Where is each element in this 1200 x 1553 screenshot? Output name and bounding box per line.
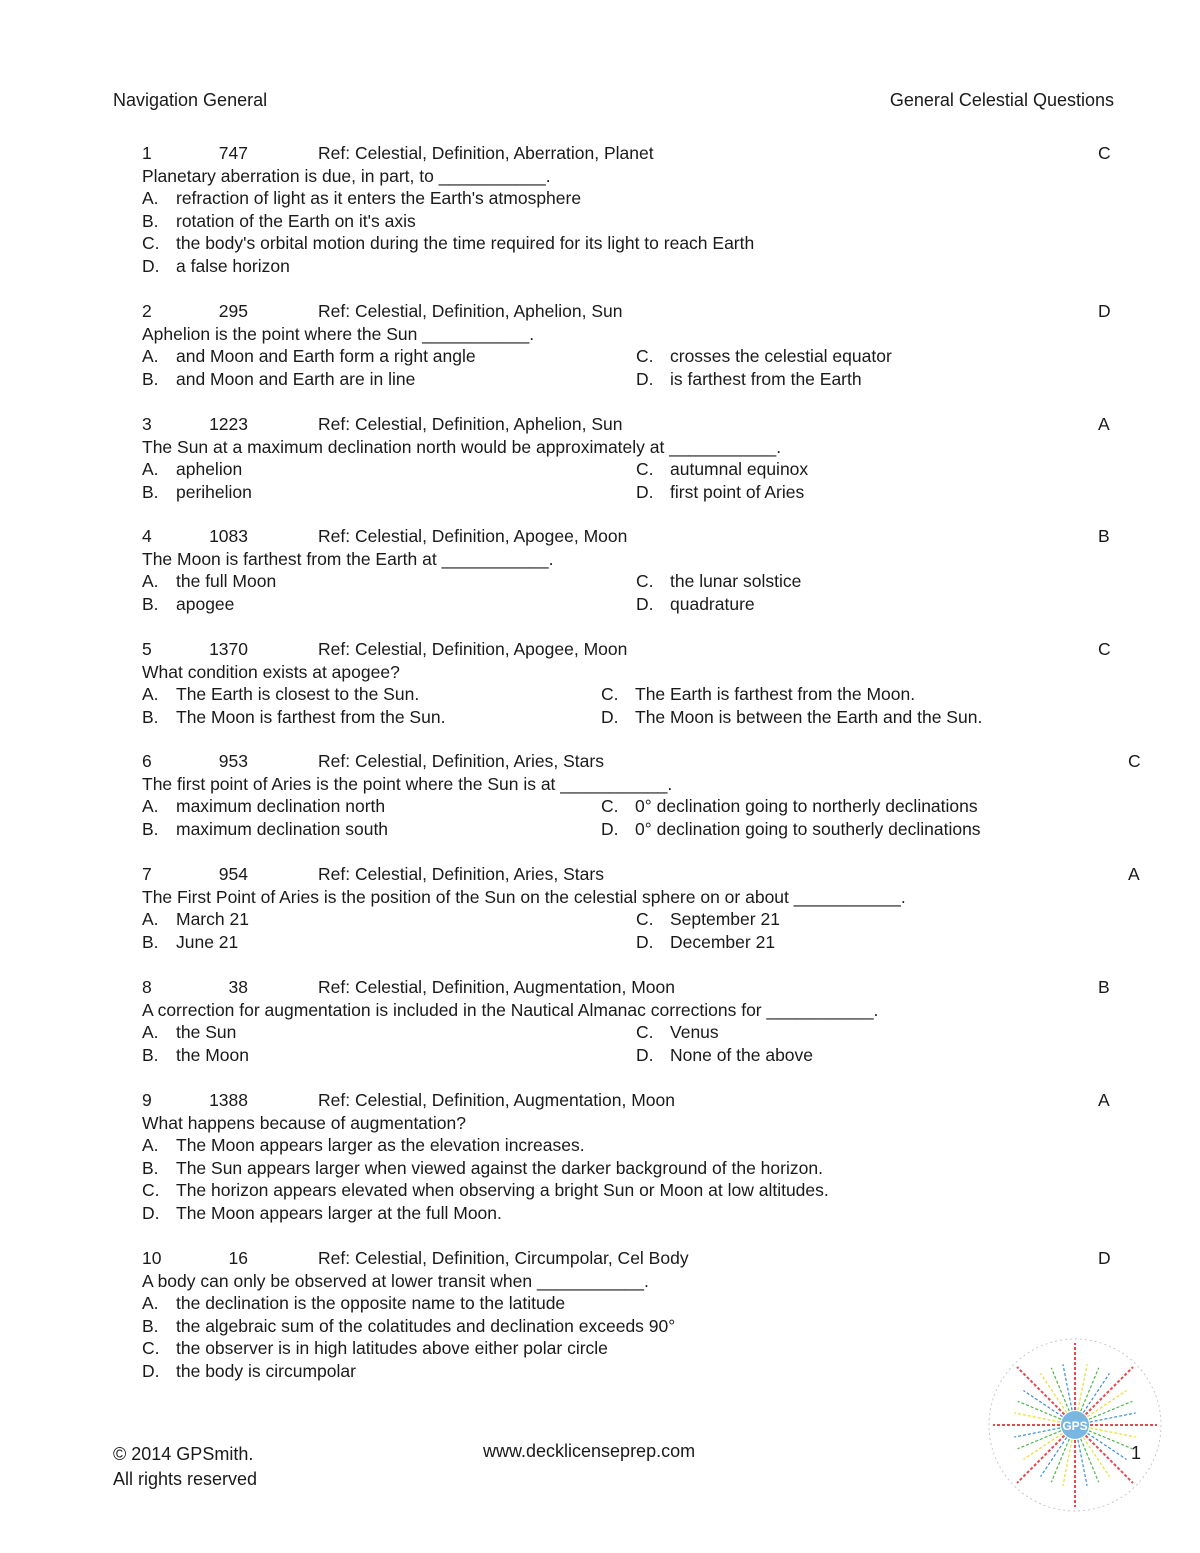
- option-letter: B.: [142, 481, 159, 502]
- question-number: 7: [142, 864, 152, 884]
- option-text: quadrature: [670, 593, 755, 614]
- answer-option: [601, 683, 915, 705]
- option-text: The Moon appears larger as the elevation increases.: [176, 1135, 585, 1155]
- option-letter: A.: [142, 1022, 159, 1042]
- answer-option: [636, 570, 801, 592]
- question-answer: C: [1098, 143, 1111, 163]
- answer-option: [636, 345, 892, 367]
- option-text: The Moon is farthest from the Sun.: [176, 706, 446, 727]
- option-letter: D.: [636, 931, 654, 952]
- option-letter: C.: [636, 571, 654, 591]
- question-answer: A: [1098, 1090, 1110, 1110]
- answer-option: [142, 210, 416, 232]
- option-letter: D.: [601, 818, 619, 839]
- option-text: 0° declination going to northerly declinations: [635, 796, 978, 816]
- option-letter: C.: [636, 346, 654, 366]
- page-number: 1: [1131, 1443, 1142, 1463]
- option-letter: B.: [142, 1315, 159, 1336]
- question-stem: The Moon is farthest from the Earth at ___________.: [142, 548, 554, 569]
- question-ref: Ref: Celestial, Definition, Aries, Stars: [318, 751, 604, 771]
- answer-option: [636, 931, 775, 953]
- option-letter: A.: [142, 571, 159, 591]
- answer-option: [142, 1179, 829, 1201]
- question-number: 2: [142, 301, 152, 321]
- answer-option: [142, 931, 238, 953]
- answer-option: [142, 1021, 236, 1043]
- question-stem: The First Point of Aries is the position of the Sun on the celestial sphere on or about ___________.: [142, 886, 906, 907]
- question-answer: A: [1098, 414, 1110, 434]
- answer-option: [142, 593, 234, 615]
- question-answer: D: [1098, 1248, 1111, 1268]
- option-text: autumnal equinox: [670, 459, 809, 479]
- option-text: The Earth is farthest from the Moon.: [635, 684, 916, 704]
- question-stem: A correction for augmentation is included in the Nautical Almanac corrections for ___________.: [142, 999, 879, 1020]
- question-number: 1: [142, 143, 152, 163]
- question-ref: Ref: Celestial, Definition, Apogee, Moon: [318, 526, 628, 546]
- footer-copyright: © 2014 GPSmith.: [113, 1444, 254, 1464]
- option-text: aphelion: [176, 459, 243, 479]
- answer-option: [142, 818, 388, 840]
- question-code: 953: [218, 751, 248, 771]
- option-text: June 21: [176, 931, 239, 952]
- option-text: The Earth is closest to the Sun.: [176, 684, 420, 704]
- option-letter: A.: [142, 188, 159, 208]
- option-text: the observer is in high latitudes above either polar circle: [176, 1338, 608, 1358]
- option-letter: D.: [142, 1202, 160, 1223]
- option-letter: C.: [636, 459, 654, 479]
- answer-option: [142, 1157, 823, 1179]
- question-code: 1370: [209, 639, 248, 659]
- answer-option: [142, 570, 276, 592]
- answer-option: [142, 1202, 502, 1224]
- answer-option: [636, 1021, 719, 1043]
- question-answer: B: [1098, 977, 1110, 997]
- answer-option: [142, 458, 242, 480]
- option-letter: B.: [142, 1157, 159, 1178]
- answer-option: [142, 706, 445, 728]
- option-text: a false horizon: [176, 255, 290, 276]
- question-number: 4: [142, 526, 152, 546]
- option-text: first point of Aries: [670, 481, 805, 502]
- question-answer: D: [1098, 301, 1111, 321]
- question-ref: Ref: Celestial, Definition, Aphelion, Sun: [318, 301, 623, 321]
- option-text: the full Moon: [176, 571, 277, 591]
- option-text: the Moon: [176, 1044, 249, 1065]
- header-left: Navigation General: [113, 90, 268, 110]
- option-text: the algebraic sum of the colatitudes and declination exceeds 90°: [176, 1315, 676, 1336]
- option-text: maximum declination south: [176, 818, 389, 839]
- question-stem: The first point of Aries is the point where the Sun is at ___________.: [142, 773, 673, 794]
- option-letter: A.: [142, 1135, 159, 1155]
- question-ref: Ref: Celestial, Definition, Augmentation, Moon: [318, 977, 675, 997]
- option-letter: C.: [636, 1022, 654, 1042]
- option-text: The horizon appears elevated when observing a bright Sun or Moon at low altitudes.: [176, 1180, 829, 1200]
- option-letter: A.: [142, 796, 159, 816]
- answer-option: [142, 683, 419, 705]
- option-letter: D.: [142, 1360, 160, 1381]
- option-text: The Sun appears larger when viewed against the darker background of the horizon.: [176, 1157, 823, 1178]
- option-letter: C.: [601, 684, 619, 704]
- answer-option: [142, 481, 252, 503]
- question-number: 9: [142, 1090, 152, 1110]
- option-text: None of the above: [670, 1044, 814, 1065]
- answer-option: [636, 481, 804, 503]
- header-right: General Celestial Questions: [889, 90, 1114, 110]
- answer-option: [142, 795, 385, 817]
- question-stem: Planetary aberration is due, in part, to ___________.: [142, 165, 551, 186]
- option-text: perihelion: [176, 481, 252, 502]
- question-ref: Ref: Celestial, Definition, Augmentation, Moon: [318, 1090, 675, 1110]
- answer-option: [636, 1044, 813, 1066]
- option-letter: A.: [142, 346, 159, 366]
- question-number: 10: [142, 1248, 162, 1268]
- option-letter: D.: [636, 1044, 654, 1065]
- answer-option: [636, 368, 862, 390]
- answer-option: [142, 345, 476, 367]
- option-text: December 21: [670, 931, 776, 952]
- question-answer: A: [1128, 864, 1140, 884]
- question-ref: Ref: Celestial, Definition, Aphelion, Sun: [318, 414, 623, 434]
- option-text: apogee: [176, 593, 235, 614]
- option-letter: B.: [142, 210, 159, 231]
- question-code: 38: [228, 977, 248, 997]
- option-text: rotation of the Earth on it's axis: [176, 210, 416, 231]
- option-text: the lunar solstice: [670, 571, 802, 591]
- footer-website: www.decklicenseprep.com: [483, 1441, 696, 1461]
- answer-option: [142, 368, 415, 390]
- question-number: 3: [142, 414, 152, 434]
- option-letter: C.: [142, 233, 160, 253]
- option-letter: A.: [142, 909, 159, 929]
- answer-option: [636, 593, 755, 615]
- option-letter: B.: [142, 818, 159, 839]
- option-letter: B.: [142, 1044, 159, 1065]
- option-text: September 21: [670, 909, 780, 929]
- answer-option: [142, 908, 249, 930]
- option-text: March 21: [176, 909, 249, 929]
- question-stem: Aphelion is the point where the Sun ___________.: [142, 323, 535, 344]
- question-code: 954: [218, 864, 248, 884]
- option-letter: B.: [142, 593, 159, 614]
- option-letter: C.: [142, 1180, 160, 1200]
- question-number: 8: [142, 977, 152, 997]
- question-code: 747: [218, 143, 248, 163]
- option-text: 0° declination going to southerly declinations: [635, 818, 981, 839]
- option-text: is farthest from the Earth: [670, 368, 862, 389]
- question-stem: The Sun at a maximum declination north would be approximately at ___________.: [142, 436, 782, 457]
- question-code: 295: [218, 301, 248, 321]
- question-code: 1223: [209, 414, 248, 434]
- answer-option: [142, 255, 290, 277]
- option-text: the Sun: [176, 1022, 237, 1042]
- question-answer: C: [1128, 751, 1141, 771]
- option-letter: C.: [142, 1338, 160, 1358]
- option-text: crosses the celestial equator: [670, 346, 892, 366]
- option-text: the body's orbital motion during the time required for its light to reach Earth: [176, 233, 755, 253]
- answer-option: [601, 706, 982, 728]
- question-number: 5: [142, 639, 152, 659]
- answer-option: [142, 187, 581, 209]
- option-text: The Moon is between the Earth and the Sun.: [635, 706, 983, 727]
- question-ref: Ref: Celestial, Definition, Circumpolar, Cel Body: [318, 1248, 689, 1268]
- question-stem: What happens because of augmentation?: [142, 1112, 466, 1133]
- question-code: 1083: [209, 526, 248, 546]
- question-ref: Ref: Celestial, Definition, Aries, Stars: [318, 864, 604, 884]
- option-text: maximum declination north: [176, 796, 386, 816]
- answer-option: [601, 795, 978, 817]
- answer-option: [636, 908, 780, 930]
- option-letter: D.: [636, 481, 654, 502]
- question-ref: Ref: Celestial, Definition, Apogee, Moon: [318, 639, 628, 659]
- option-text: the declination is the opposite name to the latitude: [176, 1293, 566, 1313]
- answer-option: [142, 232, 754, 254]
- question-stem: A body can only be observed at lower transit when ___________.: [142, 1270, 649, 1291]
- option-letter: C.: [636, 909, 654, 929]
- option-letter: C.: [601, 796, 619, 816]
- question-ref: Ref: Celestial, Definition, Aberration, Planet: [318, 143, 654, 163]
- option-letter: D.: [636, 368, 654, 389]
- answer-option: [142, 1134, 585, 1156]
- footer-rights: All rights reserved: [113, 1469, 258, 1489]
- question-code: 1388: [209, 1090, 248, 1110]
- question-number: 6: [142, 751, 152, 771]
- option-letter: B.: [142, 931, 159, 952]
- option-text: The Moon appears larger at the full Moon.: [176, 1202, 502, 1223]
- answer-option: [142, 1360, 356, 1382]
- option-letter: B.: [142, 368, 159, 389]
- option-text: and Moon and Earth form a right angle: [176, 346, 476, 366]
- logo-text: GPS: [1062, 1419, 1088, 1433]
- option-letter: D.: [142, 255, 160, 276]
- compass-rose-logo: [980, 1330, 1170, 1520]
- question-stem: What condition exists at apogee?: [142, 661, 400, 682]
- answer-option: [142, 1044, 249, 1066]
- option-letter: A.: [142, 459, 159, 479]
- question-code: 16: [228, 1248, 248, 1268]
- option-letter: A.: [142, 684, 159, 704]
- answer-option: [142, 1292, 565, 1314]
- option-text: Venus: [670, 1022, 719, 1042]
- question-answer: C: [1098, 639, 1111, 659]
- answer-option: [636, 458, 808, 480]
- option-text: refraction of light as it enters the Earth's atmosphere: [176, 188, 582, 208]
- answer-option: [142, 1315, 675, 1337]
- option-letter: B.: [142, 706, 159, 727]
- option-letter: D.: [601, 706, 619, 727]
- option-letter: D.: [636, 593, 654, 614]
- option-text: and Moon and Earth are in line: [176, 368, 416, 389]
- answer-option: [601, 818, 981, 840]
- option-letter: A.: [142, 1293, 159, 1313]
- option-text: the body is circumpolar: [176, 1360, 356, 1381]
- question-answer: B: [1098, 526, 1110, 546]
- answer-option: [142, 1337, 608, 1359]
